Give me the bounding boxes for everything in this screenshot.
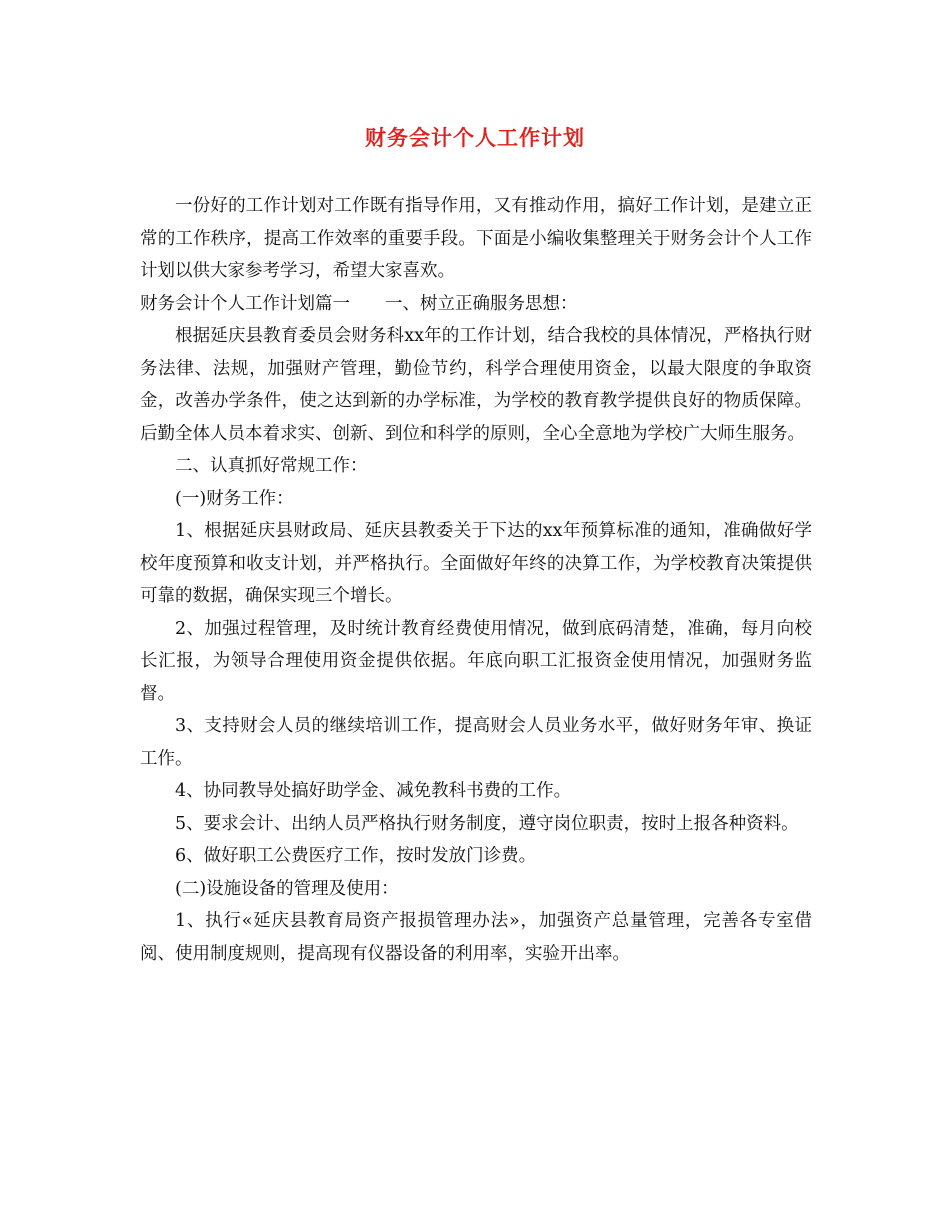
paragraph-item-5: 5、要求会计、出纳人员严格执行财务制度，遵守岗位职责，按时上报各种资料。 (175, 813, 799, 834)
paragraph-item-4: 4、协同教导处搞好助学金、减免教科书费的工作。 (175, 781, 572, 801)
document-body (140, 190, 812, 970)
paragraph-item-2: 2、加强过程管理，及时统计教育经费使用情况，做到底码清楚，准确，每月向校长汇报，为领导合理使用资金提供依据。年底向职工汇报资金使用情况，加强财务监督。 (140, 618, 812, 704)
paragraph-service-thought: 根据延庆县教育委员会财务科xx年的工作计划，结合我校的具体情况，严格执行财务法律、法规，加强财产管理，勤俭节约，科学合理使用资金，以最大限度的争取资金，改善办学条件，使之达到新的办学标准，为学校的教育教学提供良好的物质保障。后勤全体人员本着求实、创新、到位和科学的原则，全心全意地为学校广大师生服务。 (140, 326, 812, 444)
paragraph-heading-routine: 二、认真抓好常规工作： (175, 456, 368, 476)
paragraph-heading-facilities: (二)设施设备的管理及使用： (175, 878, 399, 899)
paragraph-item-3: 3、支持财会人员的继续培训工作，提高财会人员业务水平，做好财务年审、换证工作。 (140, 716, 812, 769)
document-title: 财务会计个人工作计划 (365, 125, 585, 150)
paragraph-heading-finance: (一)财务工作： (175, 488, 294, 509)
paragraph-item-1: 1、根据延庆县财政局、延庆县教委关于下达的xx年预算标准的通知，准确做好学校年度预算和收支计划，并严格执行。全面做好年终的决算工作，为学校教育决策提供可靠的数据，确保实现三个增长。 (140, 521, 812, 606)
paragraph-section-heading: 财务会计个人工作计划篇一 一、树立正确服务思想： (140, 293, 578, 314)
paragraph-item-6: 6、做好职工公费医疗工作，按时发放门诊费。 (175, 846, 537, 866)
paragraph-intro: 一份好的工作计划对工作既有指导作用，又有推动作用，搞好工作计划，是建立正常的工作秩序，提高工作效率的重要手段。下面是小编收集整理关于财务会计个人工作计划以供大家参考学习，希望大家喜欢。 (140, 196, 812, 281)
paragraph-facilities-item-1: 1、执行«延庆县教育局资产报损管理办法»，加强资产总量管理，完善各专室借阅、使用制度规则，提高现有仪器设备的利用率，实验开出率。 (140, 911, 812, 964)
